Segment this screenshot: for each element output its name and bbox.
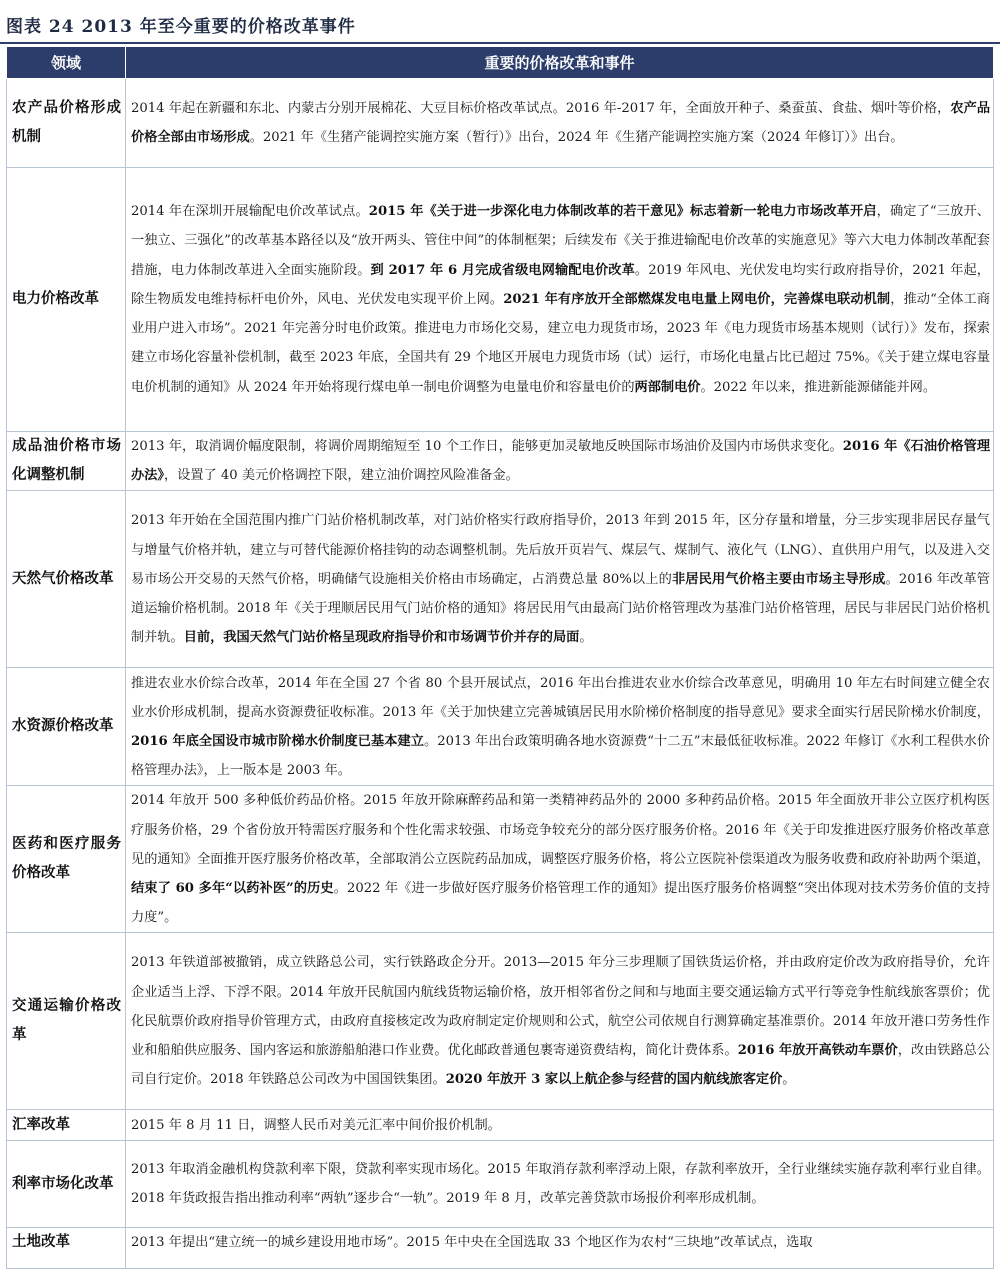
highlighted-text: 结束了 60 多年“以药补医”的历史 (131, 881, 334, 897)
body-text: ，确定了“三放开、一独立、三强化”的改革基本路径以及“放开两头、管住中间”的体制框架；后续发布《关于推进输配电价改革的实施意见》等六大电力体制改革配套措施，电力体制改革进入全面实施阶段。 (131, 204, 990, 278)
body-text: 。2013 年出台政策明确各地水资源费“十二五”末最低征收标准。2022 年修订《水利工程供水价格管理办法》，上一版本是 2003 年。 (131, 733, 990, 779)
body-text: 2013 年提出“建立统一的城乡建设用地市场”。2015 年中央在全国选取 33 个地区作为农村“三块地”改革试点，选取 (131, 1235, 813, 1251)
row-content-cell (126, 491, 994, 668)
header-domain: 领域 (7, 47, 126, 79)
row-domain-cell: 利率市场化改革 (7, 1141, 126, 1228)
highlighted-text: 2015 年《关于进一步深化电力体制改革的若干意见》标志着新一轮电力市场改革开启 (368, 204, 877, 220)
table-row (7, 668, 994, 786)
table-row (7, 79, 994, 168)
body-text: 。2022 年以来，推进新能源储能并网。 (700, 379, 937, 395)
body-text: 2013 年铁道部被撤销，成立铁路总公司，实行铁路政企分开。2013—2015 年分三步理顺了国铁货运价格，并由政府定价改为政府指导价，允许企业适当上浮、下浮不限。2014 年放开民航国内航线货物运输价格，放开相邻省份之间和与地面主要交通运输方式平行等竞争性航线旅客票价；优化民航票价政府指导价管理方式，由政府直接核定改为政府制定定价规则和公式，航空公司依规自行测算确定基准票价。2014 年放开港口劳务性作业和船舶供应服务、国内客运和旅游船舶港口作业费。优化邮政普通包裹寄递资费结构，简化计费体系。 (131, 955, 990, 1059)
row-content-cell (126, 933, 994, 1110)
table-row (7, 1141, 994, 1228)
row-content-cell (126, 432, 994, 491)
highlighted-text: 2016 年底全国设市城市阶梯水价制度已基本建立 (131, 733, 425, 749)
body-text: ，改由铁路总公司自行定价。2018 年铁路总公司改为中国国铁集团。 (131, 1043, 991, 1088)
row-content-cell (126, 786, 994, 933)
row-domain-cell: 土地改革 (7, 1228, 126, 1269)
highlighted-text: 2020 年放开 3 家以上航企参与经营的国内航线旅客定价 (445, 1072, 783, 1088)
row-content-cell (126, 1141, 994, 1228)
highlighted-text: 到 2017 年 6 月完成省级电网输配电价改革 (370, 262, 635, 278)
body-text: 2014 年起在新疆和东北、内蒙古分别开展棉花、大豆目标价格改革试点。2016 年-2017 年，全面放开种子、桑蚕茧、食盐、烟叶等价格， (131, 100, 951, 116)
body-text: 。 (782, 1072, 796, 1088)
row-domain-cell: 汇率改革 (7, 1110, 126, 1141)
row-content-cell (126, 1228, 994, 1269)
body-text: ，推动“全体工商业用户进入市场”。2021 年完善分时电价政策。推进电力市场化交易，建立电力现货市场，2023 年《电力现货市场基本规则（试行）》发布，探索建立市场化容量补偿机制，截至 2023 年底，全国共有 29 个地区开展电力现货市场（试）运行，市场化电量占比已超过 75%。《关于建立煤电容量电价机制的通知》从 2024 年开始将现行煤电单一制电价调整为电量电价和容量电价的 (131, 291, 991, 395)
row-content-cell (126, 1110, 994, 1141)
row-domain-cell: 电力价格改革 (7, 168, 126, 432)
highlighted-text: 2016 年《石油价格管理办法》 (131, 439, 991, 484)
body-text: 2014 年放开 500 多种低价药品价格。2015 年放开除麻醉药品和第一类精神药品外的 2000 多种药品价格。2015 年全面放开非公立医疗机构医疗服务价格，29 个省份放开特需医疗服务和个性化需求较强、市场竞争较充分的部分医疗服务价格。2016 年《关于印发推进医疗服务价格改革意见的通知》全面推开医疗服务价格改革，全部取消公立医院药品加成，调整医疗服务价格，将公立医院补偿渠道改为服务收费和政府补助两个渠道， (131, 793, 990, 867)
figure-title: 图表 24 2013 年至今重要的价格改革事件 (6, 17, 356, 37)
row-content-cell (126, 168, 994, 432)
table-row (7, 1110, 994, 1141)
table-row (7, 786, 994, 933)
highlighted-text: 2021 年有序放开全部燃煤发电电量上网电价，完善煤电联动机制 (503, 291, 891, 307)
highlighted-text: 非居民用气价格主要由市场主导形成 (671, 571, 886, 587)
body-text: 推进农业水价综合改革，2014 年在全国 27 个省 80 个县开展试点，2016 年出台推进农业水价综合改革意见，明确用 10 年左右时间建立健全农业水价形成机制，提高水资源费征收标准。2013 年《关于加快建立完善城镇居民用水阶梯价格制度的指导意见》要求全面实行居民阶梯水价制度， (131, 675, 990, 720)
body-text: 2013 年开始在全国范围内推广门站价格机制改革，对门站价格实行政府指导价，2013 年到 2015 年，区分存量和增量，分三步实现非居民存量气与增量气价格并轨，建立与可替代能源价格挂钩的动态调整机制。先后放开页岩气、煤层气、煤制气、液化气（LNG）、直供用户用气，以及进入交易市场公开交易的天然气价格，明确储气设施相关价格由市场确定，占消费总量 80%以上的 (131, 513, 990, 587)
body-text: 。2016 年改革管道运输价格机制。2018 年《关于理顺居民用气门站价格的通知》将居民用气由最高门站价格管理改为基准门站价格管理，居民与非居民门站价格机制并轨。 (131, 571, 990, 646)
figure-title-bar (0, 0, 1000, 44)
table-row (7, 168, 994, 432)
body-text: 2013 年取消金融机构贷款利率下限，贷款利率实现市场化。2015 年取消存款利率浮动上限，存款利率放开，全行业继续实施存款利率行业自律。2018 年货政报告指出推动利率“两轨”逐步合“一轨”。2019 年 8 月，改革完善贷款市场报价利率形成机制。 (131, 1162, 990, 1207)
highlighted-text: 农产品价格全部由市场形成 (131, 100, 991, 145)
table-header-row (7, 47, 994, 79)
table-row (7, 1228, 994, 1269)
body-text: 。2021 年《生猪产能调控实施方案（暂行）》出台，2024 年《生猪产能调控实施方案（2024 年修订）》出台。 (249, 130, 904, 145)
row-domain-cell: 天然气价格改革 (7, 491, 126, 668)
highlighted-text: 两部制电价 (634, 379, 701, 395)
row-content-cell (126, 668, 994, 786)
body-text: 。2019 年风电、光伏发电均实行政府指导价，2021 年起，除生物质发电维持标杆电价外，风电、光伏发电实现平价上网。 (131, 262, 990, 307)
row-domain-cell: 成品油价格市场化调整机制 (7, 432, 126, 491)
body-text: 2013 年，取消调价幅度限制，将调价周期缩短至 10 个工作日，能够更加灵敏地反映国际市场油价及国内市场供求变化。 (131, 439, 843, 454)
table-row (7, 933, 994, 1110)
row-content-cell (126, 79, 994, 168)
table-row (7, 432, 994, 491)
header-events: 重要的价格改革和事件 (126, 47, 994, 79)
row-domain-cell: 水资源价格改革 (7, 668, 126, 786)
body-text: 。 (579, 630, 593, 646)
price-reform-table (6, 46, 994, 1269)
highlighted-text: 目前，我国天然气门站价格呈现政府指导价和市场调节价并存的局面 (183, 630, 580, 646)
row-domain-cell: 交通运输价格改革 (7, 933, 126, 1110)
table-row (7, 491, 994, 668)
body-text: 2015 年 8 月 11 日，调整人民币对美元汇率中间价报价机制。 (131, 1117, 501, 1133)
row-domain-cell: 医药和医疗服务价格改革 (7, 786, 126, 933)
body-text: ，设置了 40 美元价格调控下限，建立油价调控风险准备金。 (163, 468, 519, 484)
row-domain-cell: 农产品价格形成机制 (7, 79, 126, 168)
body-text: 2014 年在深圳开展输配电价改革试点。 (131, 204, 369, 220)
body-text: 。2022 年《进一步做好医疗服务价格管理工作的通知》提出医疗服务价格调整“突出体现对技术劳务价值的支持力度”。 (131, 881, 990, 926)
highlighted-text: 2016 年放开高铁动车票价 (737, 1043, 898, 1059)
